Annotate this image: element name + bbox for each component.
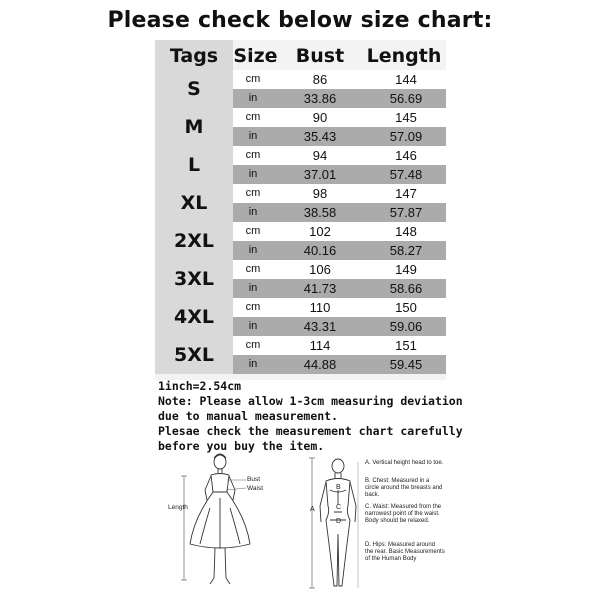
notes (158, 379, 463, 454)
header-size: Size (233, 45, 278, 67)
note-line: Note: Please allow 1-3cm measuring deviation (158, 394, 463, 408)
unit-cell: cm (245, 263, 261, 275)
table-row (233, 298, 446, 317)
bust-cell: 102 (309, 224, 331, 239)
size-tag: S (155, 70, 233, 108)
length-cell: 150 (395, 300, 417, 315)
bust-cell: 37.01 (303, 167, 337, 182)
table-row (233, 108, 446, 127)
table-row (233, 355, 446, 374)
unit-cell: in (248, 244, 258, 256)
header-length: Length (366, 45, 442, 67)
unit-cell: in (248, 206, 258, 218)
unit-cell: cm (245, 187, 261, 199)
bust-cell: 43.31 (303, 319, 337, 334)
letter-b-marker: B (336, 484, 341, 491)
measurement-illustrations (160, 448, 450, 596)
bust-label: Bust (247, 476, 261, 483)
bust-cell: 110 (309, 300, 331, 315)
unit-cell: in (248, 320, 258, 332)
note-line: Plesae check the measurement chart carefully (158, 424, 463, 438)
size-tag: 3XL (155, 260, 233, 298)
letter-c-marker: C (336, 504, 342, 511)
length-cell: 59.45 (389, 357, 423, 372)
length-cell: 57.48 (389, 167, 423, 182)
unit-cell: cm (245, 225, 261, 237)
note-line: due to manual measurement. (158, 409, 339, 423)
table-row (233, 317, 446, 336)
bust-cell: 106 (309, 262, 331, 277)
description-d: D. Hips: Measured around the rear. Basic Measurements of the Human Body (365, 542, 445, 562)
unit-cell: in (248, 282, 258, 294)
table-row (233, 260, 446, 279)
unit-cell: cm (245, 339, 261, 351)
unit-cell: cm (245, 73, 261, 85)
bust-cell: 35.43 (303, 129, 337, 144)
table-row (233, 89, 446, 108)
bust-cell: 94 (312, 148, 328, 163)
length-cell: 57.09 (389, 129, 423, 144)
waist-label: Waist (247, 485, 264, 492)
bust-cell: 38.58 (303, 205, 337, 220)
length-cell: 144 (395, 72, 417, 87)
table-row (233, 146, 446, 165)
size-tag: XL (155, 184, 233, 222)
unit-cell: cm (245, 111, 261, 123)
unit-cell: in (248, 130, 258, 142)
table-row (233, 184, 446, 203)
note-line: before you buy the item. (158, 439, 325, 453)
bust-cell: 33.86 (303, 91, 337, 106)
length-cell: 149 (395, 262, 417, 277)
length-cell: 146 (395, 148, 417, 163)
size-chart-table (155, 40, 446, 380)
table-row (233, 203, 446, 222)
description-a: A. Vertical height head to toe. (365, 460, 444, 466)
length-label: Length (168, 504, 188, 511)
size-tag: 4XL (155, 298, 233, 336)
length-cell: 56.69 (389, 91, 423, 106)
size-tag: 5XL (155, 336, 233, 374)
bust-cell: 40.16 (303, 243, 337, 258)
note-line: 1inch=2.54cm (158, 379, 242, 393)
unit-cell: cm (245, 149, 261, 161)
table-row (233, 279, 446, 298)
letter-d-marker: D (336, 518, 342, 525)
length-cell: 151 (395, 338, 417, 353)
page-title: Please check below size chart: (107, 8, 493, 33)
table-row (233, 70, 446, 89)
table-row (233, 336, 446, 355)
description-b: B. Chest: Measured in a circle around the breasts and back. (365, 478, 443, 498)
letter-a-marker: A (310, 506, 315, 513)
table-row (233, 127, 446, 146)
bust-cell: 114 (309, 338, 331, 353)
bust-cell: 44.88 (303, 357, 337, 372)
bust-cell: 41.73 (303, 281, 337, 296)
size-tag: L (155, 146, 233, 184)
size-tag: M (155, 108, 233, 146)
unit-cell: in (248, 92, 258, 104)
unit-cell: in (248, 358, 258, 370)
dress-illustration (160, 448, 280, 596)
length-cell: 57.87 (389, 205, 423, 220)
table-row (233, 241, 446, 260)
length-cell: 58.66 (389, 281, 423, 296)
header-tags: Tags (155, 40, 233, 70)
length-cell: 148 (395, 224, 417, 239)
length-cell: 59.06 (389, 319, 423, 334)
size-tag: 2XL (155, 222, 233, 260)
table-row (233, 222, 446, 241)
length-cell: 145 (395, 110, 417, 125)
description-c: C. Waist: Measured from the narrowest point of the waist. Body should be relaxed. (365, 504, 442, 524)
unit-cell: in (248, 168, 258, 180)
bust-cell: 90 (312, 110, 328, 125)
length-cell: 147 (395, 186, 417, 201)
bust-cell: 86 (312, 72, 328, 87)
unit-cell: cm (245, 301, 261, 313)
bust-cell: 98 (312, 186, 328, 201)
table-row (233, 165, 446, 184)
header-bust: Bust (295, 45, 345, 67)
length-cell: 58.27 (389, 243, 423, 258)
